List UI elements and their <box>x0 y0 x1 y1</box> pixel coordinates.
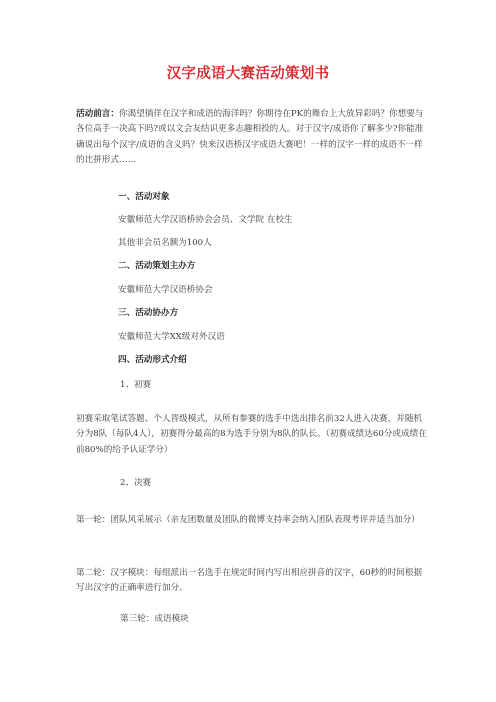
section-heading-organizer: 二、活动策划主办方 <box>118 261 196 271</box>
section-item: 安徽师范大学汉语桥协会 <box>118 285 213 295</box>
stage2-label: 2、决赛 <box>120 478 152 488</box>
stage1-label: 1、初赛 <box>120 380 152 390</box>
round1-paragraph: 第一轮：团队风采展示（亲友团数量及团队的微博支持率会纳入团队表现考评并适当加分） <box>76 515 420 525</box>
section-item: 其他非会员名额为100人 <box>118 238 212 248</box>
intro-paragraph <box>76 107 428 169</box>
intro-lead-punct: ： <box>110 109 119 119</box>
section-heading-co-organizer: 三、活动协办方 <box>118 308 179 318</box>
section-item: 安徽师范大学汉语桥协会会员、文学院 在校生 <box>118 215 293 225</box>
section-heading-format: 四、活动形式介绍 <box>118 355 187 365</box>
section-item: 安徽师范大学XX级对外汉语 <box>118 332 225 342</box>
intro-text: 你渴望徜徉在汉字和成语的海洋吗？你期待在PK的舞台上大放异彩吗？你想要与各位高手一决高下吗?或以文会友结识更多志趣相投的人。对于汉字/成语你了解多少?你能准确说出每个汉字/成语的含义吗？快来汉语桥汉字成语大赛吧！一样的汉字一样的成语不一样的比拼形式…… <box>76 109 424 166</box>
round2-paragraph: 第二轮：汉字模块：每组派出一名选手在规定时间内写出相应拼音的汉字，60秒的时间根据写出汉字的正确率进行加分。 <box>76 568 423 594</box>
document-title: 汉字成语大赛活动策划书 <box>166 66 330 82</box>
stage1-paragraph: 初赛采取笔试答题、个人晋级模式，从所有参赛的选手中选出排名前32人进入决赛，并随机分为8队（每队4人），初赛得分最高的8为选手分别为8队的队长。（初赛成绩达60分或成绩在前80%的给予认证学分） <box>76 414 427 455</box>
intro-lead: 活动前言 <box>76 109 111 119</box>
section-heading-target: 一、活动对象 <box>118 192 170 202</box>
round3-label: 第三轮：成语模块 <box>120 614 189 624</box>
